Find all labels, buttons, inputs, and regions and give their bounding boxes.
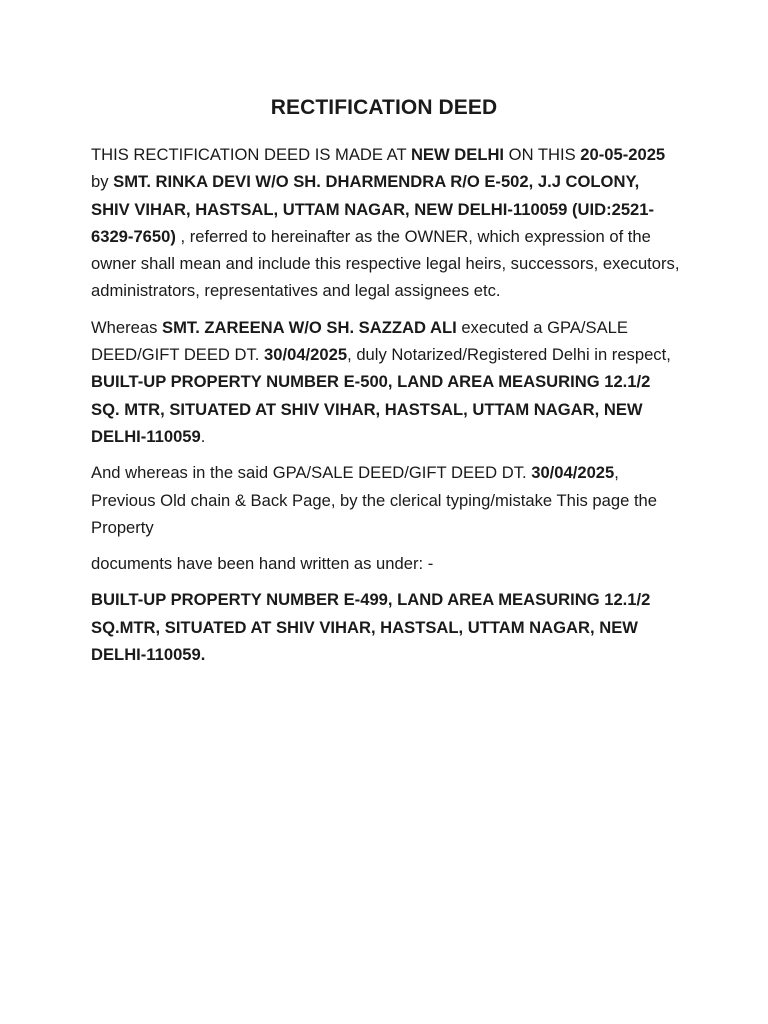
- whereas-text-1: Whereas: [91, 317, 163, 337]
- paragraph-and-whereas: [91, 459, 681, 541]
- gpa-date-repeat: 30/04/2025: [531, 463, 615, 483]
- paragraph-whereas: [91, 314, 681, 450]
- and-whereas-text-1: And whereas in the said GPA/SALE DEED/GIFT DEED DT.: [91, 463, 532, 483]
- intro-text-1: THIS RECTIFICATION DEED IS MADE AT: [91, 145, 411, 164]
- whereas-text-3: , duly Notarized/Registered Delhi in respect,: [347, 345, 671, 365]
- gpa-date: 30/04/2025: [264, 345, 348, 365]
- paragraph-intro: [91, 141, 681, 305]
- whereas-text-2: executed a GPA/SALE DEED/GIFT DEED DT.: [91, 317, 628, 365]
- executant-name: SMT. ZAREENA W/O SH. SAZZAD ALI: [162, 317, 457, 337]
- document-title: RECTIFICATION DEED: [270, 96, 498, 119]
- intro-text-4: , referred to hereinafter as the OWNER, which expression of the owner shall mean and include this respective legal heirs, successors, executors, administrators, representatives and legal assignees etc.: [91, 226, 680, 301]
- document-body: [91, 141, 681, 677]
- correct-property: BUILT-UP PROPERTY NUMBER E-500, LAND AREA MEASURING 12.1/2 SQ. MTR, SITUATED AT SHIV VIHAR, HASTSAL, UTTAM NAGAR, NEW DELHI-110059: [91, 372, 651, 446]
- owner-details: SMT. RINKA DEVI W/O SH. DHARMENDRA R/O E-502, J.J COLONY, SHIV VIHAR, HASTSAL, UTTAM NAGAR, NEW DELHI-110059 (UID:2521-6329-7650): [91, 172, 655, 246]
- whereas-text-4: .: [200, 426, 206, 446]
- intro-text-3: by: [91, 172, 114, 192]
- deed-date: 20-05-2025: [580, 145, 666, 164]
- paragraph-hand-written: documents have been hand written as under: -: [91, 554, 434, 574]
- intro-text-2: ON THIS: [504, 145, 581, 164]
- and-whereas-text-2: , Previous Old chain & Back Page, by the clerical typing/mistake This page the Property: [91, 463, 658, 537]
- paragraph-wrong-property: [91, 586, 681, 668]
- wrong-property: BUILT-UP PROPERTY NUMBER E-499, LAND AREA MEASURING 12.1/2 SQ.MTR, SITUATED AT SHIV VIHAR, HASTSAL, UTTAM NAGAR, NEW DELHI-110059.: [91, 590, 651, 665]
- deed-place: NEW DELHI: [410, 145, 505, 164]
